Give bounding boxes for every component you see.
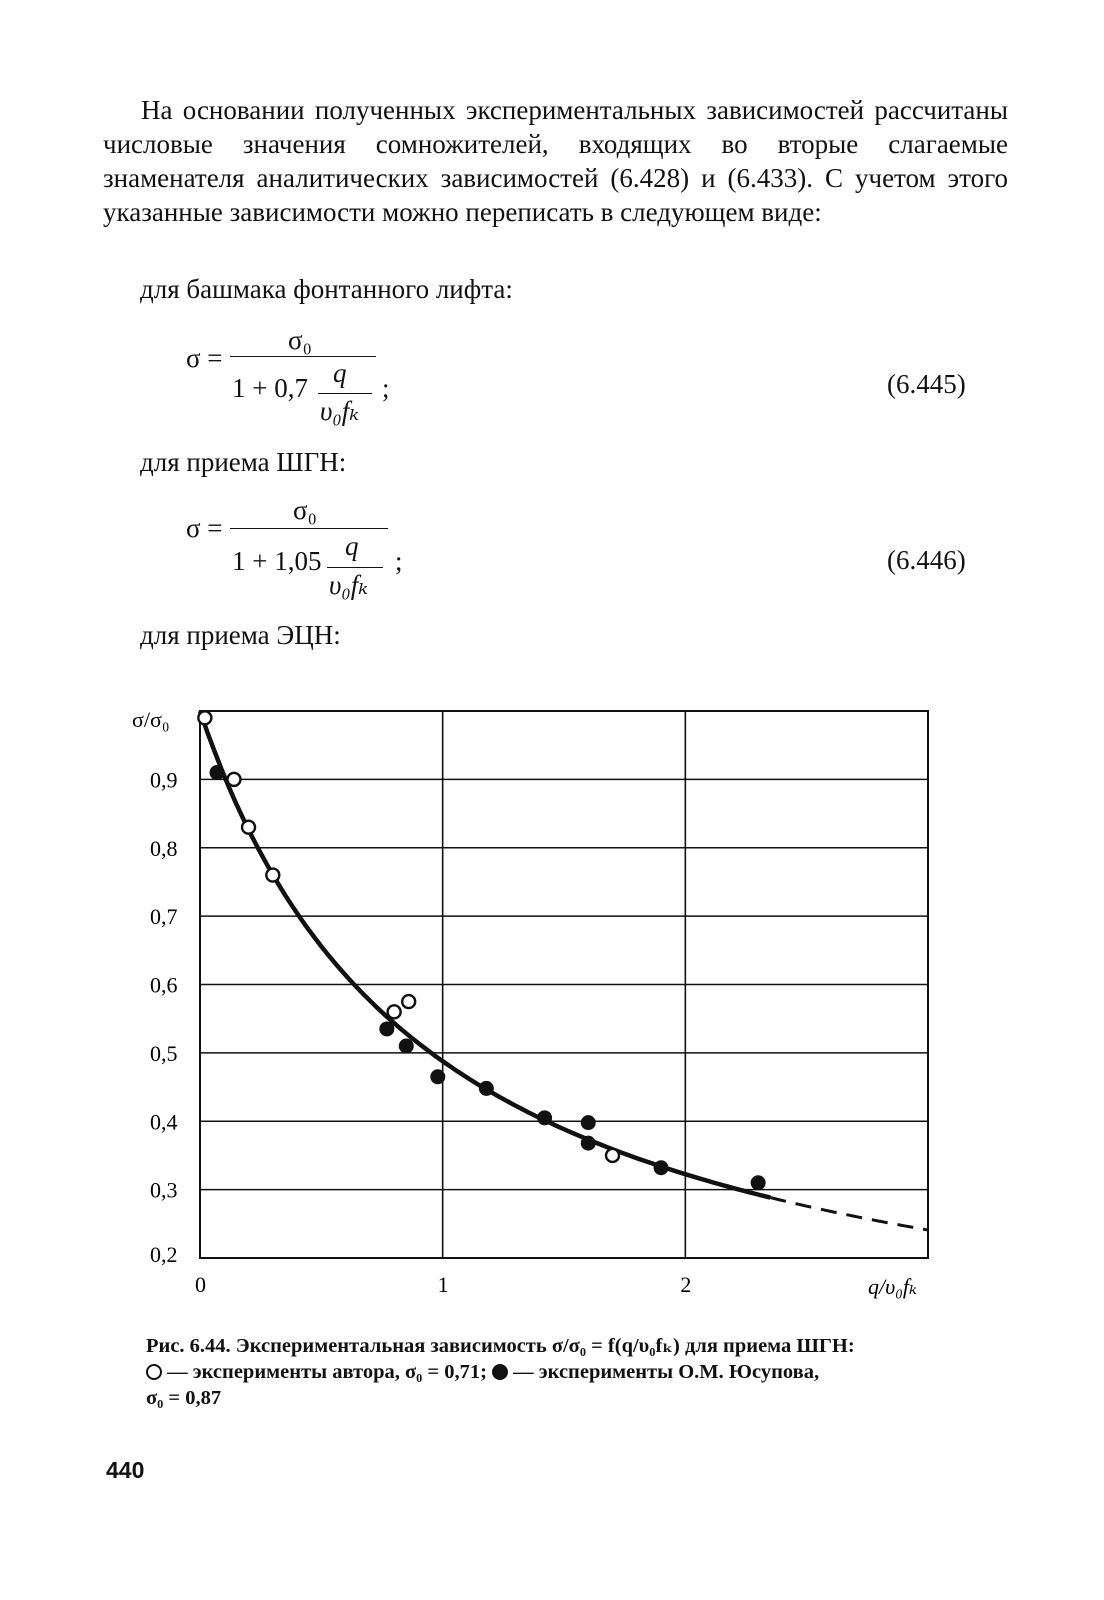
lift-shoe-label: для башмака фонтанного лифта:: [140, 274, 513, 304]
shgn-label: для приема ШГН:: [140, 447, 347, 477]
chart-labels: [132, 707, 917, 1299]
x-axis-label: q/υ₀fₖ: [868, 1274, 917, 1299]
filled-data-point: [379, 1021, 394, 1036]
formula-tail: ;: [395, 546, 403, 576]
filled-data-point: [581, 1136, 596, 1151]
caption-line-3: σ₀ = 0,87: [146, 1387, 222, 1409]
formula-inner-denominator: υ₀fₖ: [329, 570, 369, 600]
equation-number-6446: (6.446): [887, 545, 966, 575]
formula-tail: ;: [382, 373, 390, 403]
filled-data-point: [479, 1081, 494, 1096]
formula-numerator: σ₀: [293, 495, 317, 525]
caption-filled-label: — эксперименты О.М. Юсупова,: [513, 1361, 820, 1383]
y-tick-label: 0,8: [150, 835, 178, 861]
intro-paragraph-text: На основании полученных экспериментальных зависимостей рассчитаны числовые значения сомножителей, входящих во вторые слагаемые знаменателя аналитических зависимостей (6.428) и (6.433). С учетом этого указанные зависимости можно переписать в следующем виде:: [103, 95, 1008, 227]
open-data-point: [388, 1005, 401, 1018]
y-tick-label: 0,4: [150, 1109, 178, 1135]
open-data-point: [242, 821, 255, 834]
filled-circle-icon: [492, 1364, 508, 1380]
open-data-point: [227, 773, 240, 786]
extrapolated-curve: [770, 1198, 928, 1230]
chart-grid: [200, 711, 928, 1258]
caption-line-1: Рис. 6.44. Экспериментальная зависимость σ/σ₀ = f(q/υ₀fₖ) для приема ШГН:: [146, 1335, 855, 1357]
formula-prefix: 1 + 0,7: [232, 373, 308, 403]
chart-points: [198, 711, 765, 1190]
formula-lhs: σ =: [186, 513, 223, 543]
open-data-point: [198, 711, 211, 724]
ecn-label: для приема ЭЦН:: [140, 620, 341, 650]
formula-lhs: σ =: [186, 343, 223, 373]
open-data-point: [606, 1149, 619, 1162]
formula-inner-denominator: υ₀fₖ: [320, 396, 360, 426]
filled-data-point: [209, 765, 224, 780]
formula-inner-numerator: q: [333, 358, 347, 388]
x-tick-label: 1: [437, 1272, 449, 1297]
y-tick-label: 0,3: [150, 1177, 178, 1203]
open-circle-icon: [146, 1364, 162, 1380]
formula-inner-numerator: q: [345, 531, 359, 561]
caption-line-2: [146, 1359, 976, 1385]
filled-data-point: [751, 1175, 766, 1190]
y-tick-label: 0,5: [150, 1040, 178, 1066]
y-tick-label: 0,7: [150, 904, 178, 930]
filled-data-point: [537, 1110, 552, 1125]
x-tick-label: 0: [195, 1272, 206, 1297]
chart-curves: [200, 711, 928, 1230]
page-number: 440: [106, 1457, 145, 1483]
open-data-point: [402, 995, 415, 1008]
filled-data-point: [430, 1069, 445, 1084]
x-tick-label: 2: [680, 1272, 692, 1297]
formula-numerator: σ₀: [288, 325, 312, 355]
filled-data-point: [399, 1039, 414, 1054]
figure-caption: [146, 1333, 976, 1411]
filled-data-point: [581, 1115, 596, 1130]
equation-number-6445: (6.445): [887, 369, 966, 399]
y-tick-label: 0,2: [150, 1242, 178, 1267]
y-axis-label: σ/σ₀: [132, 707, 170, 732]
open-data-point: [266, 869, 279, 882]
y-tick-label: 0,6: [150, 972, 178, 998]
formula-prefix: 1 + 1,05: [232, 546, 322, 576]
y-tick-label: 0,9: [150, 767, 178, 793]
caption-open-label: — эксперименты автора, σ₀ = 0,71;: [167, 1361, 487, 1383]
filled-data-point: [654, 1160, 669, 1175]
